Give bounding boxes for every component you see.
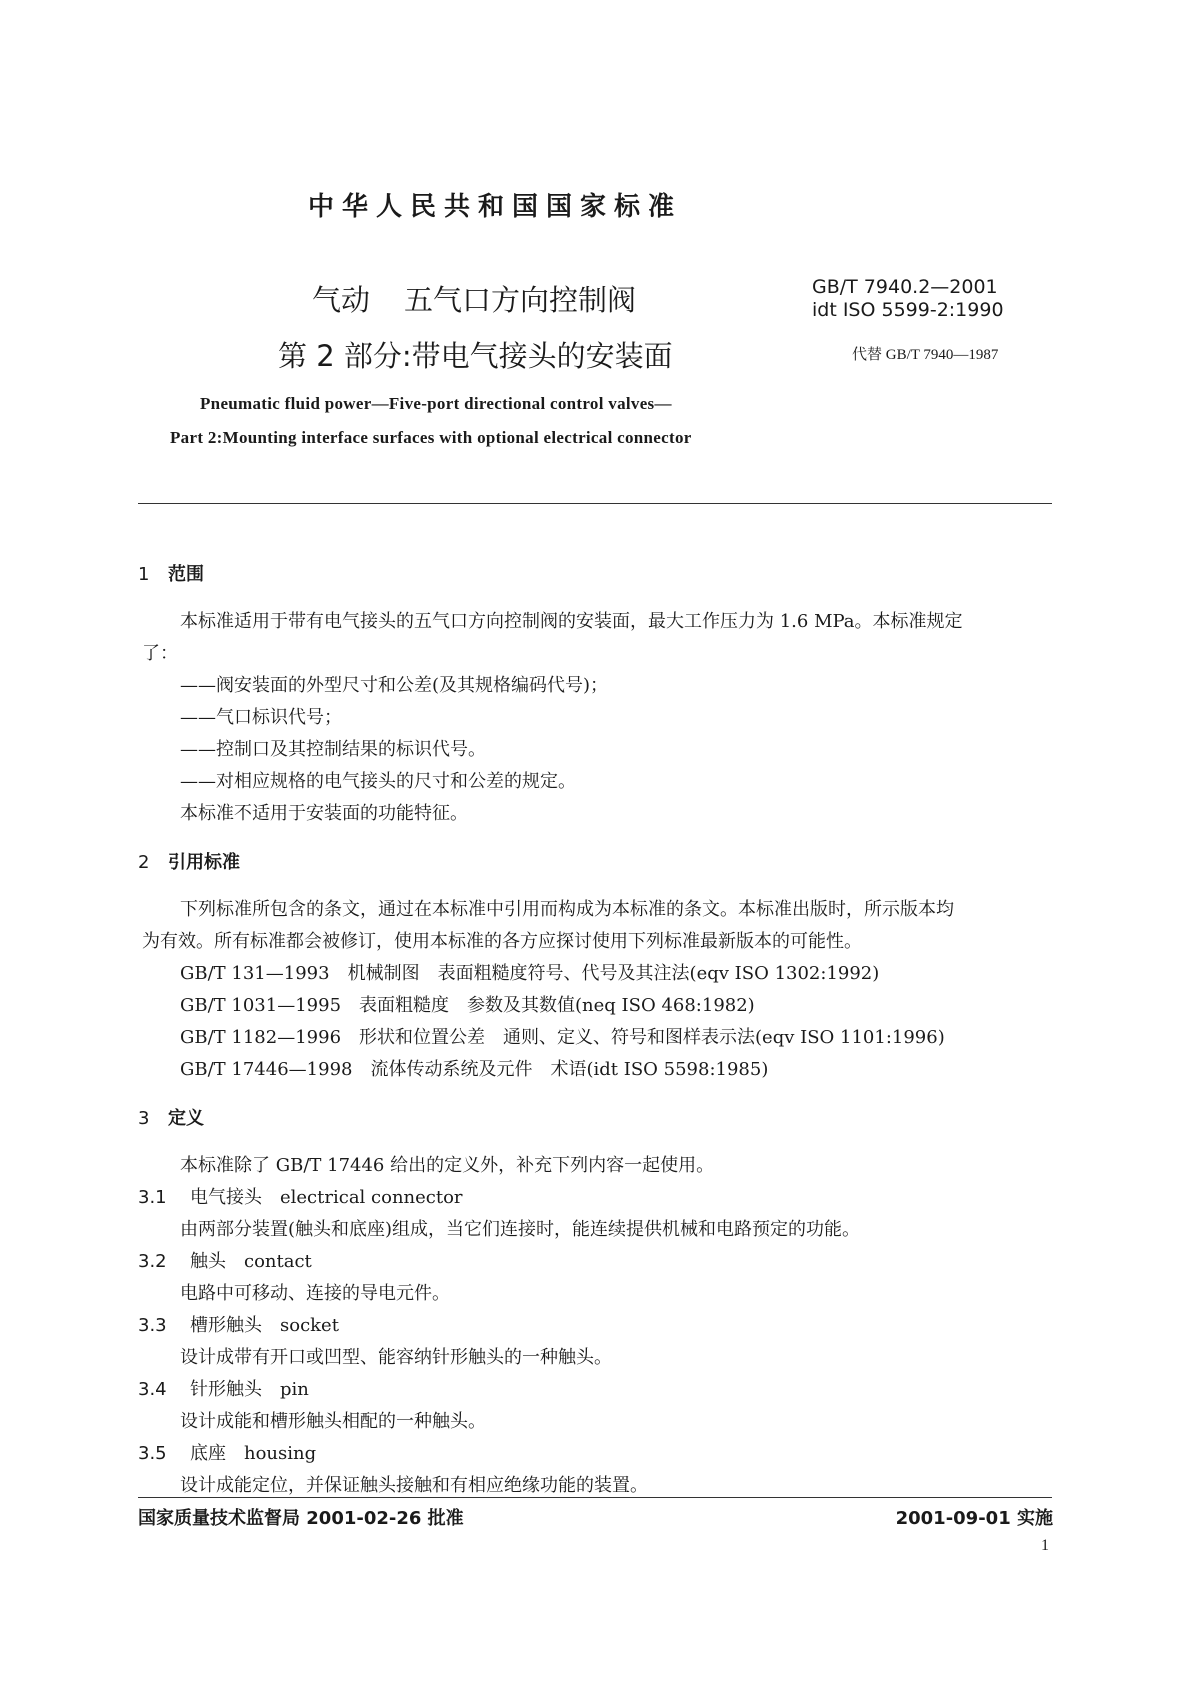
definition-text: 设计成能和槽形触头相配的一种触头。 bbox=[180, 1411, 486, 1432]
issuing-authority-header: 中华人民共和国国家标准 bbox=[307, 192, 682, 222]
title-line-1-a: 气动 bbox=[312, 283, 371, 317]
definition-number: 3.1 bbox=[138, 1187, 167, 1208]
definition-term: 底座 housing bbox=[190, 1443, 317, 1464]
definition-term-line bbox=[138, 1311, 339, 1337]
standard-number: GB/T 7940.2—2001 bbox=[812, 276, 998, 298]
section-1-number: 1 bbox=[138, 564, 150, 585]
definition-text: 设计成能定位，并保证触头接触和有相应绝缘功能的装置。 bbox=[180, 1475, 648, 1496]
definition-number: 3.5 bbox=[138, 1443, 167, 1464]
definition-term-line bbox=[138, 1375, 309, 1401]
definition-term: 针形触头 pin bbox=[190, 1379, 309, 1400]
section-3-number: 3 bbox=[138, 1108, 150, 1129]
definition-number: 3.3 bbox=[138, 1315, 167, 1336]
effective-date: 2001-09-01 实施 bbox=[895, 1508, 1053, 1529]
english-title-line-2: Part 2:Mounting interface surfaces with optional electrical connector bbox=[170, 428, 692, 447]
section-2-number: 2 bbox=[138, 852, 150, 873]
section-1-list-item: ——气口标识代号； bbox=[180, 707, 342, 728]
reference-item: GB/T 1031—1995 表面粗糙度 参数及其数值(neq ISO 468:1982) bbox=[180, 995, 755, 1016]
definition-text: 电路中可移动、连接的导电元件。 bbox=[180, 1283, 450, 1304]
title-line-2: 第 2 部分:带电气接头的安装面 bbox=[278, 339, 673, 373]
approval-date: 国家质量技术监督局 2001-02-26 批准 bbox=[138, 1508, 464, 1529]
section-1-para-line-2: 了： bbox=[142, 643, 178, 664]
definition-text: 设计成带有开口或凹型、能容纳针形触头的一种触头。 bbox=[180, 1347, 612, 1368]
section-3-heading bbox=[138, 1104, 204, 1130]
definition-term-line bbox=[138, 1247, 312, 1273]
replaces-reference: 代替 GB/T 7940—1987 bbox=[852, 347, 999, 363]
section-1-list-item: ——对相应规格的电气接头的尺寸和公差的规定。 bbox=[180, 771, 576, 792]
reference-item: GB/T 131—1993 机械制图 表面粗糙度符号、代号及其注法(eqv ISO 1302:1992) bbox=[180, 963, 880, 984]
definition-term: 电气接头 electrical connector bbox=[190, 1187, 463, 1208]
footer-divider bbox=[138, 1497, 1052, 1498]
section-1-list-item: ——阀安装面的外型尺寸和公差(及其规格编码代号)； bbox=[180, 675, 609, 696]
page-number: 1 bbox=[1041, 1537, 1049, 1554]
section-2-para-line-2: 为有效。所有标准都会被修订，使用本标准的各方应探讨使用下列标准最新版本的可能性。 bbox=[142, 931, 862, 952]
section-3-title: 定义 bbox=[168, 1108, 204, 1129]
title-line-1 bbox=[312, 278, 636, 319]
section-1-heading bbox=[138, 560, 204, 586]
title-line-1-b: 五气口方向控制阀 bbox=[404, 283, 637, 317]
reference-item: GB/T 17446—1998 流体传动系统及元件 术语(idt ISO 5598:1985) bbox=[180, 1059, 769, 1080]
definition-term-line bbox=[138, 1183, 463, 1209]
section-2-title: 引用标准 bbox=[168, 852, 240, 873]
definition-number: 3.2 bbox=[138, 1251, 167, 1272]
definition-number: 3.4 bbox=[138, 1379, 167, 1400]
section-2-heading bbox=[138, 848, 240, 874]
header-divider bbox=[138, 503, 1052, 504]
section-3-intro: 本标准除了 GB/T 17446 给出的定义外，补充下列内容一起使用。 bbox=[180, 1155, 715, 1176]
english-title-line-1: Pneumatic fluid power—Five-port directional control valves— bbox=[200, 394, 672, 413]
section-1-list-item: ——控制口及其控制结果的标识代号。 bbox=[180, 739, 486, 760]
definition-term: 触头 contact bbox=[190, 1251, 312, 1272]
section-2-para-line-1: 下列标准所包含的条文，通过在本标准中引用而构成为本标准的条文。本标准出版时，所示版本均 bbox=[180, 899, 954, 920]
section-1-title: 范围 bbox=[168, 564, 204, 585]
definition-term-line bbox=[138, 1439, 316, 1465]
section-1-para-line-1: 本标准适用于带有电气接头的五气口方向控制阀的安装面，最大工作压力为 1.6 MPa。本标准规定 bbox=[180, 611, 963, 632]
definition-text: 由两部分装置(触头和底座)组成，当它们连接时，能连续提供机械和电路预定的功能。 bbox=[180, 1219, 861, 1240]
idt-reference: idt ISO 5599-2:1990 bbox=[812, 299, 1004, 321]
reference-item: GB/T 1182—1996 形状和位置公差 通则、定义、符号和图样表示法(eqv ISO 1101:1996) bbox=[180, 1027, 945, 1048]
definition-term: 槽形触头 socket bbox=[190, 1315, 339, 1336]
section-1-para-2: 本标准不适用于安装面的功能特征。 bbox=[180, 803, 468, 824]
